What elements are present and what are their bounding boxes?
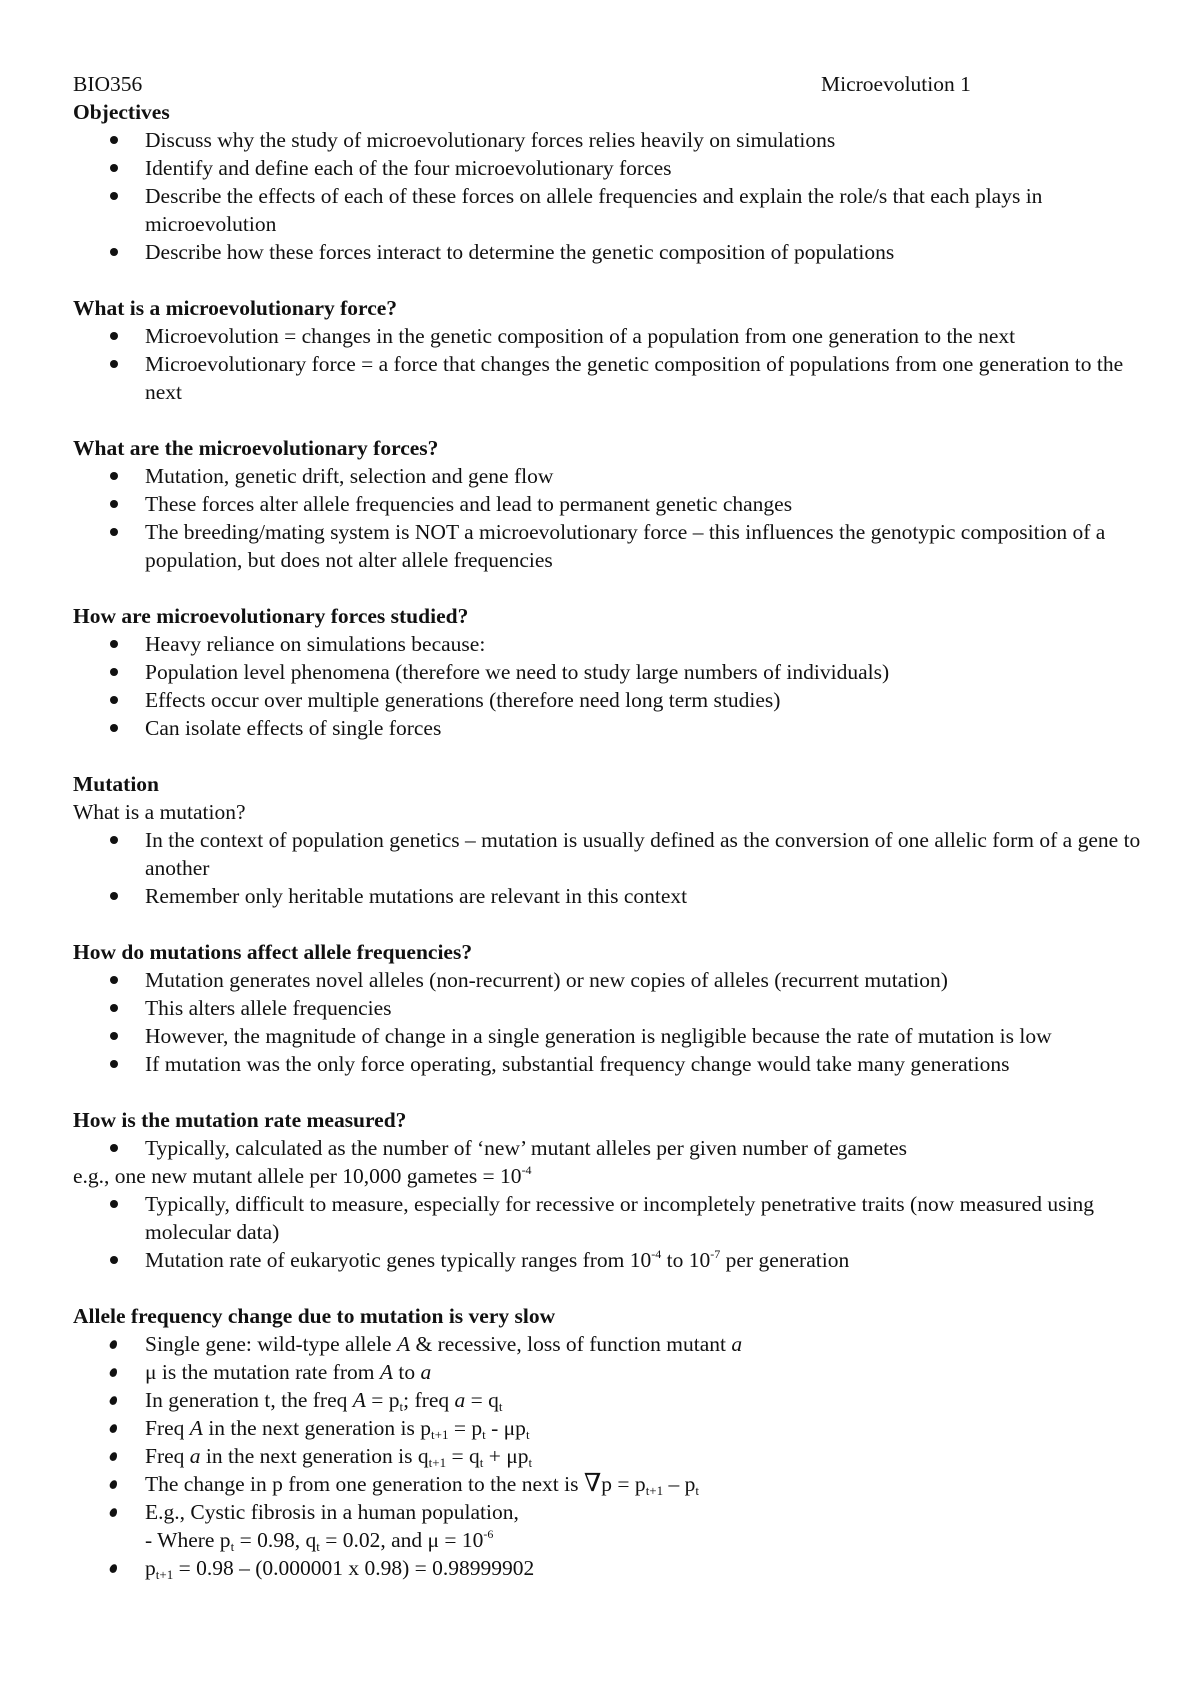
bullet-icon (110, 640, 118, 648)
bullet-icon (110, 696, 118, 704)
list-item: Freq A in the next generation is $p_{t+1} = p_t - \mu p_t$ (73, 1414, 1143, 1442)
bullet-icon (108, 1479, 118, 1490)
bullet-icon (110, 136, 118, 144)
section-list (73, 322, 1143, 406)
list-item: Microevolution = changes in the genetic composition of a population from one generation to the next (73, 322, 1143, 350)
list-item: The change in p from one generation to the next is $\nabla p = p_{t+1} - p_t$ (73, 1470, 1143, 1498)
section-subheading: What is a mutation? (73, 800, 246, 824)
section-list (73, 966, 1143, 1078)
bullet-icon (110, 1060, 118, 1068)
bullet-icon (110, 1032, 118, 1040)
bullet-icon (110, 976, 118, 984)
list-item: Typically, difficult to measure, especially for recessive or incompletely penetrative traits (now measured using molecular data) (73, 1190, 1143, 1246)
list-item: Discuss why the study of microevolutionary forces relies heavily on simulations (73, 126, 1143, 154)
list-item: Mutation, genetic drift, selection and gene flow (73, 462, 1143, 490)
bullet-icon (110, 1144, 118, 1152)
list-item: If mutation was the only force operating, substantial frequency change would take many generations (73, 1050, 1143, 1078)
document-page (73, 70, 1143, 1582)
section-list (73, 1190, 1143, 1274)
list-item: In generation t, the freq $A = p_t$; freq $a = q_t$ (73, 1386, 1143, 1414)
bullet-icon (108, 1563, 118, 1574)
bullet-icon (110, 528, 118, 536)
bullet-icon (110, 724, 118, 732)
page-header (73, 70, 1143, 98)
bullet-icon (110, 360, 118, 368)
objectives-heading: Objectives (73, 100, 170, 124)
section-list (73, 630, 1143, 742)
example-line: e.g., one new mutant allele per 10,000 gametes = $10^{-4}$ (73, 1163, 532, 1188)
list-item: Mutation generates novel alleles (non-recurrent) or new copies of alleles (recurrent mutation) (73, 966, 1143, 994)
section-heading: How do mutations affect allele frequencies? (73, 940, 473, 964)
list-item: Describe how these forces interact to determine the genetic composition of populations (73, 238, 1143, 266)
bullet-icon (110, 1256, 118, 1264)
bullet-icon (110, 836, 118, 844)
section-list (73, 1134, 1143, 1162)
bullet-icon (110, 472, 118, 480)
bullet-icon (110, 668, 118, 676)
section-list (73, 826, 1143, 910)
bullet-icon (110, 892, 118, 900)
section-heading: Allele frequency change due to mutation is very slow (73, 1304, 556, 1328)
list-item: Heavy reliance on simulations because: (73, 630, 1143, 658)
bullet-icon (110, 1004, 118, 1012)
list-item: These forces alter allele frequencies and lead to permanent genetic changes (73, 490, 1143, 518)
list-item: Can isolate effects of single forces (73, 714, 1143, 742)
bullet-icon (108, 1395, 118, 1406)
list-item: Freq a in the next generation is $q_{t+1} = q_t + \mu p_t$ (73, 1442, 1143, 1470)
section-list (73, 462, 1143, 574)
bullet-icon (108, 1367, 118, 1378)
section-list (73, 1330, 1143, 1582)
nabla-symbol: ∇ (583, 1470, 602, 1497)
list-item: Population level phenomena (therefore we need to study large numbers of individuals) (73, 658, 1143, 686)
list-item: The breeding/mating system is NOT a microevolutionary force – this influences the genotypic composition of a population, but does not alter allele frequencies (73, 518, 1143, 574)
section-heading: How is the mutation rate measured? (73, 1108, 407, 1132)
list-item: $p_{t+1} = 0.98 - (0.000001$ x 0.98) = 0.98999902 (73, 1554, 1143, 1582)
bullet-icon (110, 248, 118, 256)
list-item: Mutation rate of eukaryotic genes typically ranges from $10^{-4}$ to $10^{-7}$ per generation (73, 1246, 1143, 1274)
course-code: BIO356 (73, 72, 143, 96)
objectives-list (73, 126, 1143, 266)
list-item: However, the magnitude of change in a single generation is negligible because the rate of mutation is low (73, 1022, 1143, 1050)
bullet-icon (108, 1507, 118, 1518)
bullet-icon (110, 1200, 118, 1208)
bullet-icon (108, 1423, 118, 1434)
list-item: Identify and define each of the four microevolutionary forces (73, 154, 1143, 182)
list-item: Single gene: wild-type allele A & recessive, loss of function mutant a (73, 1330, 1143, 1358)
section-heading: Mutation (73, 772, 159, 796)
list-item: Describe the effects of each of these forces on allele frequencies and explain the role/s that each plays in microevolution (73, 182, 1143, 238)
list-item: Effects occur over multiple generations (therefore need long term studies) (73, 686, 1143, 714)
bullet-icon (108, 1451, 118, 1462)
list-item: Remember only heritable mutations are relevant in this context (73, 882, 1143, 910)
list-item: E.g., Cystic fibrosis in a human population, - Where $p_t = 0.98$, $q_t = 0.02$, and $\mu = 10^{-6}$ (73, 1498, 1143, 1554)
bullet-icon (110, 500, 118, 508)
bullet-icon (110, 164, 118, 172)
list-item: μ is the mutation rate from A to a (73, 1358, 1143, 1386)
list-item: Microevolutionary force = a force that changes the genetic composition of populations from one generation to the next (73, 350, 1143, 406)
bullet-icon (110, 192, 118, 200)
bullet-icon (110, 332, 118, 340)
list-item: Typically, calculated as the number of ‘new’ mutant alleles per given number of gametes (73, 1134, 1143, 1162)
lecture-title: Microevolution 1 (821, 72, 971, 96)
section-heading: What are the microevolutionary forces? (73, 436, 439, 460)
section-heading: What is a microevolutionary force? (73, 296, 398, 320)
list-item: This alters allele frequencies (73, 994, 1143, 1022)
bullet-icon (108, 1339, 118, 1350)
list-item: In the context of population genetics – mutation is usually defined as the conversion of one allelic form of a gene to another (73, 826, 1143, 882)
section-heading: How are microevolutionary forces studied? (73, 604, 469, 628)
